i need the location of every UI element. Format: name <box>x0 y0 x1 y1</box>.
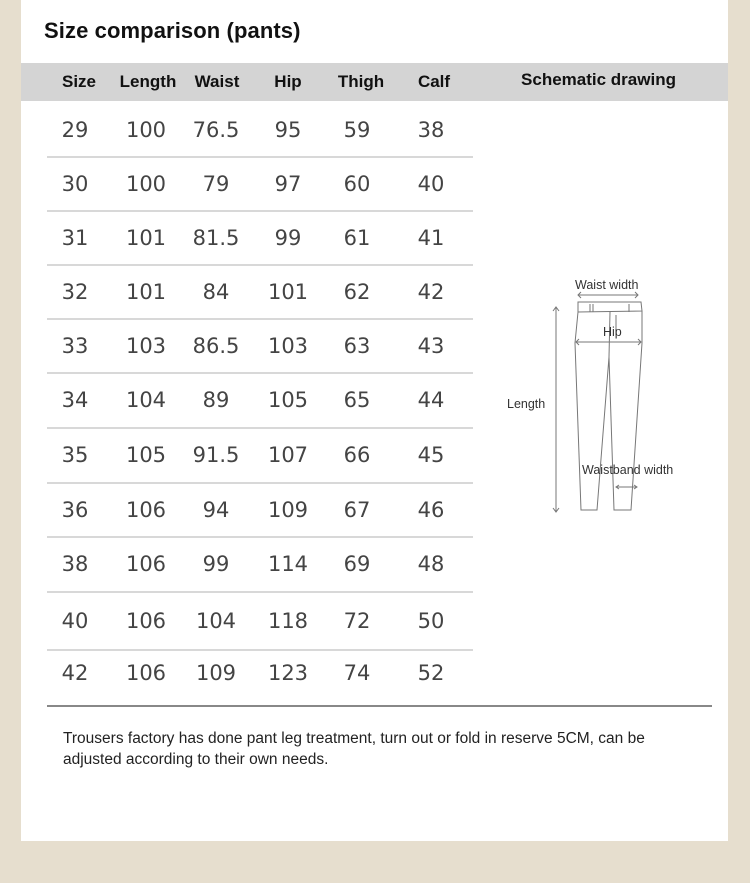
cell-hip: 103 <box>267 334 309 358</box>
cell-hip: 99 <box>274 226 302 250</box>
cell-waist: 86.5 <box>192 334 240 358</box>
cell-waist: 89 <box>202 388 230 412</box>
cell-calf: 46 <box>417 498 445 522</box>
cell-thigh: 67 <box>343 498 371 522</box>
table-row <box>47 158 473 212</box>
cell-calf: 43 <box>417 334 445 358</box>
cell-waist: 81.5 <box>192 226 240 250</box>
cell-length: 103 <box>125 334 167 358</box>
column-header-thigh: Thigh <box>337 72 385 91</box>
diagram-label-waistband-width: Waistband width <box>582 463 674 477</box>
cell-hip: 118 <box>267 609 309 633</box>
cell-waist: 99 <box>202 552 230 576</box>
cell-calf: 41 <box>417 226 445 250</box>
diagram-label-waist-width: Waist width <box>575 278 639 292</box>
cell-waist: 109 <box>195 661 237 685</box>
cell-waist: 76.5 <box>192 118 240 142</box>
column-header-hip: Hip <box>274 72 302 91</box>
cell-length: 105 <box>125 443 167 467</box>
cell-hip: 101 <box>267 280 309 304</box>
cell-length: 101 <box>125 226 167 250</box>
table-bottom-divider <box>47 705 712 707</box>
table-row <box>47 484 473 538</box>
cell-thigh: 63 <box>343 334 371 358</box>
table-row <box>47 538 473 593</box>
cell-thigh: 61 <box>343 226 371 250</box>
cell-size: 35 <box>61 443 89 467</box>
column-header-size: Size <box>61 72 97 91</box>
table-row <box>47 651 473 695</box>
cell-calf: 48 <box>417 552 445 576</box>
cell-waist: 84 <box>202 280 230 304</box>
cell-size: 34 <box>61 388 89 412</box>
cell-size: 42 <box>61 661 89 685</box>
cell-hip: 97 <box>274 172 302 196</box>
table-header <box>21 63 728 101</box>
column-header-waist: Waist <box>194 72 240 91</box>
cell-length: 106 <box>125 661 167 685</box>
cell-size: 30 <box>61 172 89 196</box>
size-chart-card <box>21 0 728 841</box>
cell-calf: 42 <box>417 280 445 304</box>
table-row <box>47 266 473 320</box>
diagram-label-hip: Hip <box>603 325 622 339</box>
cell-hip: 109 <box>267 498 309 522</box>
cell-size: 33 <box>61 334 89 358</box>
cell-thigh: 62 <box>343 280 371 304</box>
cell-length: 100 <box>125 172 167 196</box>
cell-length: 101 <box>125 280 167 304</box>
cell-thigh: 66 <box>343 443 371 467</box>
cell-size: 29 <box>61 118 89 142</box>
cell-calf: 52 <box>417 661 445 685</box>
cell-calf: 45 <box>417 443 445 467</box>
cell-length: 106 <box>125 552 167 576</box>
cell-waist: 91.5 <box>192 443 240 467</box>
cell-thigh: 60 <box>343 172 371 196</box>
cell-hip: 107 <box>267 443 309 467</box>
cell-size: 38 <box>61 552 89 576</box>
table-row <box>47 374 473 429</box>
schematic-drawing <box>501 275 721 520</box>
cell-length: 100 <box>125 118 167 142</box>
cell-calf: 40 <box>417 172 445 196</box>
table-row <box>47 104 473 158</box>
cell-calf: 50 <box>417 609 445 633</box>
cell-waist: 104 <box>195 609 237 633</box>
column-header-calf: Calf <box>417 72 451 91</box>
footnote: Trousers factory has done pant leg treatment, turn out or fold in reserve 5CM, can be adjusted according to their own needs. <box>63 730 645 768</box>
cell-size: 32 <box>61 280 89 304</box>
cell-calf: 44 <box>417 388 445 412</box>
cell-hip: 105 <box>267 388 309 412</box>
column-header-schematic: Schematic drawing <box>521 70 676 89</box>
cell-length: 104 <box>125 388 167 412</box>
cell-hip: 114 <box>267 552 309 576</box>
cell-hip: 123 <box>267 661 309 685</box>
cell-waist: 79 <box>202 172 230 196</box>
cell-thigh: 69 <box>343 552 371 576</box>
table-row <box>47 429 473 484</box>
cell-thigh: 72 <box>343 609 371 633</box>
cell-size: 31 <box>61 226 89 250</box>
cell-size: 40 <box>61 609 89 633</box>
cell-thigh: 65 <box>343 388 371 412</box>
cell-calf: 38 <box>417 118 445 142</box>
cell-thigh: 74 <box>343 661 371 685</box>
table-row <box>47 212 473 266</box>
column-header-length: Length <box>119 72 177 91</box>
table-row <box>47 593 473 651</box>
cell-length: 106 <box>125 498 167 522</box>
cell-hip: 95 <box>274 118 302 142</box>
table-row <box>47 320 473 374</box>
cell-thigh: 59 <box>343 118 371 142</box>
diagram-label-length: Length <box>507 397 546 411</box>
page-title: Size comparison (pants) <box>44 18 301 43</box>
cell-length: 106 <box>125 609 167 633</box>
cell-size: 36 <box>61 498 89 522</box>
cell-waist: 94 <box>202 498 230 522</box>
